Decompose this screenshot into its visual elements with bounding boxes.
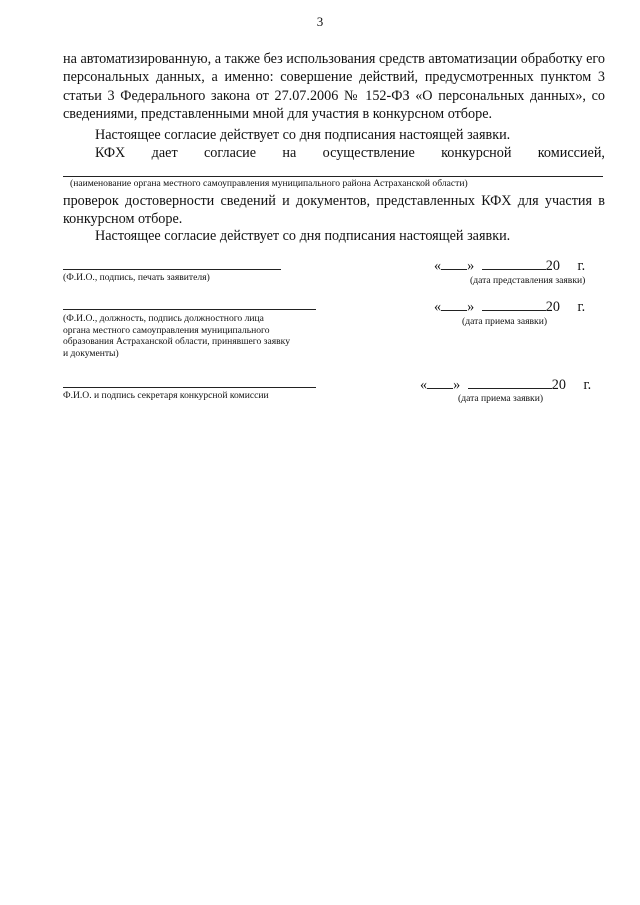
submission-date-field: « » 20 г. [434, 258, 586, 274]
month-blank [482, 297, 546, 311]
validity-statement: Настоящее согласие действует со дня подписания настоящей заявки. [95, 228, 511, 244]
day-blank [441, 297, 467, 311]
applicant-signature-caption: (Ф.И.О., подпись, печать заявителя) [63, 272, 210, 283]
consent-line [95, 145, 605, 162]
month-blank [468, 375, 552, 389]
validity-statement: Настоящее согласие действует со дня подписания настоящей заявки. [95, 127, 511, 143]
official-signature-line [63, 309, 316, 310]
consent-word: согласие [204, 145, 257, 161]
applicant-signature-line [63, 269, 281, 270]
submission-date-caption: (дата представления заявки) [470, 275, 586, 286]
secretary-signature-caption: Ф.И.О. и подпись секретаря конкурсной комиссии [63, 390, 269, 401]
consent-word: комиссией, [537, 145, 605, 161]
page-number: 3 [316, 14, 324, 29]
acceptance-date-field: « » 20 г. [434, 299, 586, 315]
month-blank [482, 256, 546, 270]
secretary-signature-line [63, 387, 316, 388]
consent-word: дает [151, 145, 178, 161]
consent-word: на [282, 145, 297, 161]
verification-paragraph: проверок достоверности сведений и документов, представленных КФХ для участия в конкурсном отборе. [63, 193, 605, 228]
org-name-line [63, 176, 603, 177]
secretary-date-caption: (дата приема заявки) [458, 393, 544, 404]
day-blank [441, 256, 467, 270]
consent-word: КФХ [95, 145, 126, 161]
secretary-date-field: « » 20 г. [420, 377, 592, 393]
consent-word: осуществление [322, 145, 415, 161]
acceptance-date-caption: (дата приема заявки) [462, 316, 548, 327]
consent-word: конкурсной [441, 145, 512, 161]
official-signature-caption: (Ф.И.О., должность, подпись должностного лица органа местного самоуправления муниципального образования Астраханской области, принявшего заявку и документы) [63, 313, 290, 359]
day-blank [427, 375, 453, 389]
org-name-caption: (наименование органа местного самоуправления муниципального района Астраханской области) [70, 178, 468, 189]
consent-paragraph: на автоматизированную, а также без использования средств автоматизации обработку его персональных данных, а именно: совершение действий, предусмотренных пунктом 3 статьи 3 Федерального закона от 27.07.2006 № 152-ФЗ «О персональных данных», со сведениями, представленными мной для участия в конкурсном отборе. [63, 51, 605, 122]
